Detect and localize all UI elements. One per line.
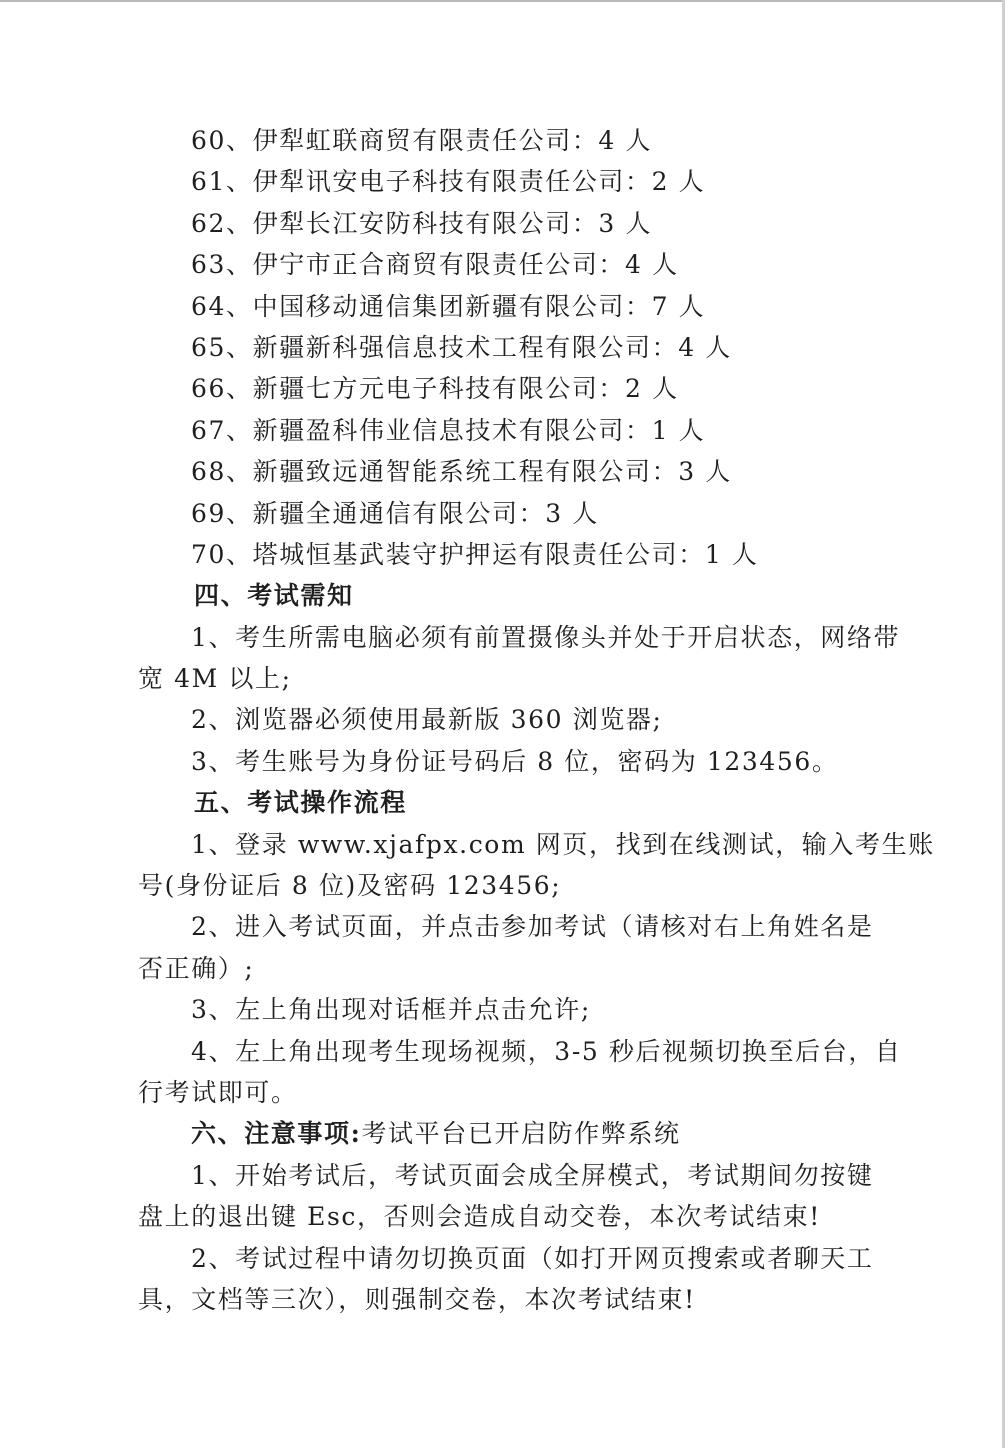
list-item: 63、伊宁市正合商贸有限责任公司：4 人 — [191, 250, 679, 280]
list-item: 69、新疆全通通信有限公司：3 人 — [191, 498, 599, 528]
list-item: 62、伊犁长江安防科技有限公司：3 人 — [191, 208, 653, 238]
list-item: 60、伊犁虹联商贸有限责任公司：4 人 — [191, 126, 653, 155]
exam-notice-item-1-line-1: 1、考生所需电脑必须有前置摄像头并处于开启状态，网络带 — [191, 622, 901, 652]
company-list — [138, 120, 918, 575]
scan-top-edge — [0, 0, 1005, 2]
list-item: 70、塔城恒基武装守护押运有限责任公司：1 人 — [191, 539, 759, 569]
list-item: 68、新疆致远通智能系统工程有限公司：3 人 — [191, 457, 732, 487]
document-page — [138, 120, 935, 1320]
section-heading-exam-procedure: 五、考试操作流程 — [194, 788, 407, 818]
exam-notice-item-3: 3、考生账号为身份证号码后 8 位，密码为 123456。 — [191, 746, 839, 776]
procedure-item-1-line-1: 1、登录 www.xjafpx.com 网页，找到在线测试，输入考生账 — [191, 829, 935, 859]
procedure-item-1-line-2: 号(身份证后 8 位)及密码 123456; — [138, 871, 562, 901]
precautions-heading-label: 六、注意事项: — [191, 1119, 362, 1149]
procedure-item-2-line-2: 否正确）; — [138, 953, 255, 983]
procedure-item-4-line-1: 4、左上角出现考生现场视频，3-5 秒后视频切换至后台，自 — [191, 1036, 902, 1066]
precautions-heading-note: 考试平台已开启防作弊系统 — [361, 1119, 681, 1149]
procedure-item-3: 3、左上角出现对话框并点击允许; — [191, 995, 591, 1025]
procedure-item-2-line-1: 2、进入考试页面，并点击参加考试（请核对右上角姓名是 — [191, 912, 874, 942]
procedure-item-4-line-2: 行考试即可。 — [138, 1077, 298, 1107]
list-item: 64、中国移动通信集团新疆有限公司：7 人 — [191, 291, 706, 321]
precautions-item-2-line-2: 具，文档等三次），则强制交卷，本次考试结束! — [138, 1284, 696, 1314]
list-item: 66、新疆七方元电子科技有限公司：2 人 — [191, 374, 679, 404]
precautions-item-2-line-1: 2、考试过程中请勿切换页面（如打开网页搜索或者聊天工 — [191, 1243, 874, 1273]
section-heading-exam-notice: 四、考试需知 — [194, 581, 354, 611]
list-item: 65、新疆新科强信息技术工程有限公司：4 人 — [191, 332, 732, 362]
list-item: 61、伊犁讯安电子科技有限责任公司：2 人 — [191, 167, 706, 197]
exam-notice-item-1-line-2: 宽 4M 以上; — [138, 664, 292, 694]
precautions-item-1-line-2: 盘上的退出键 Esc，否则会造成自动交卷，本次考试结束! — [138, 1202, 821, 1232]
exam-notice-item-2: 2、浏览器必须使用最新版 360 浏览器; — [191, 705, 663, 735]
section-heading-precautions — [138, 1113, 918, 1154]
list-item: 67、新疆盈科伟业信息技术有限公司：1 人 — [191, 415, 706, 445]
precautions-item-1-line-1: 1、开始考试后，考试页面会成全屏模式，考试期间勿按键 — [191, 1160, 874, 1190]
